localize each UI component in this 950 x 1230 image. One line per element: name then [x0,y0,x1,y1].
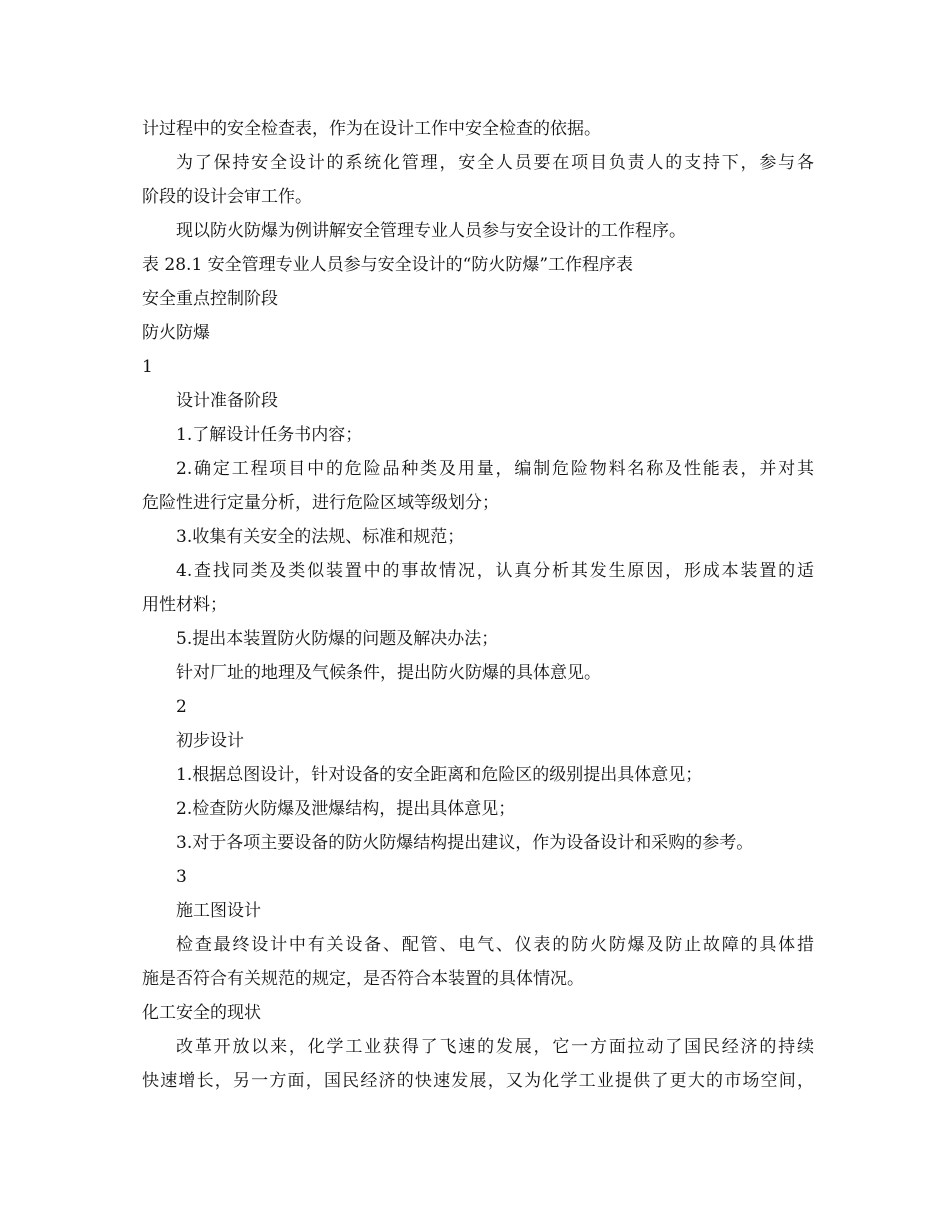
paragraph-line: 计过程中的安全检查表，作为在设计工作中安全检查的依据。 [142,119,601,139]
stage-title: 设计准备阶段 [176,391,278,411]
list-item: 针对厂址的地理及气候条件，提出防火防爆的具体意见。 [176,663,601,683]
paragraph-line: 检查最终设计中有关设备、配管、电气、仪表的防火防爆及防止故障的具体措 [176,935,814,955]
list-item: 4.查找同类及类似装置中的事故情况，认真分析其发生原因，形成本装置的适 [176,561,814,581]
table-header-topic: 防火防爆 [142,323,210,343]
list-item: 3.收集有关安全的法规、标准和规范； [176,527,465,547]
paragraph-line: 为了保持安全设计的系统化管理，安全人员要在项目负责人的支持下，参与各 [176,153,814,173]
paragraph-line: 改革开放以来，化学工业获得了飞速的发展，它一方面拉动了国民经济的持续 [176,1037,814,1057]
row-number: 1 [142,357,153,377]
list-item: 5.提出本装置防火防爆的问题及解决办法； [176,629,499,649]
section-heading: 化工安全的现状 [142,1003,261,1023]
table-caption: 表 28.1 安全管理专业人员参与安全设计的“防火防爆”工作程序表 [142,255,634,275]
stage-title: 施工图设计 [176,901,261,921]
paragraph-line: 现以防火防爆为例讲解安全管理专业人员参与安全设计的工作程序。 [176,221,686,241]
list-item: 1.了解设计任务书内容； [176,425,363,445]
row-number: 3 [176,867,187,887]
list-item: 2.确定工程项目中的危险品种类及用量，编制危险物料名称及性能表，并对其 [176,459,814,479]
table-header-stage: 安全重点控制阶段 [142,289,278,309]
list-item: 2.检查防火防爆及泄爆结构，提出具体意见； [176,799,516,819]
document-body [142,112,814,1098]
list-item: 3.对于各项主要设备的防火防爆结构提出建议，作为设备设计和采购的参考。 [176,833,754,853]
row-number: 2 [176,697,187,717]
list-item-continuation: 危险性进行定量分析，进行危险区域等级划分； [142,493,499,513]
stage-title: 初步设计 [176,731,244,751]
list-item: 1.根据总图设计，针对设备的安全距离和危险区的级别提出具体意见； [176,765,703,785]
list-item-continuation: 用性材料； [142,595,227,615]
paragraph-line: 快速增长，另一方面，国民经济的快速发展，又为化学工业提供了更大的市场空间， [142,1071,814,1091]
paragraph-line: 施是否符合有关规范的规定，是否符合本装置的具体情况。 [142,969,584,989]
paragraph-line: 阶段的设计会审工作。 [142,187,312,207]
